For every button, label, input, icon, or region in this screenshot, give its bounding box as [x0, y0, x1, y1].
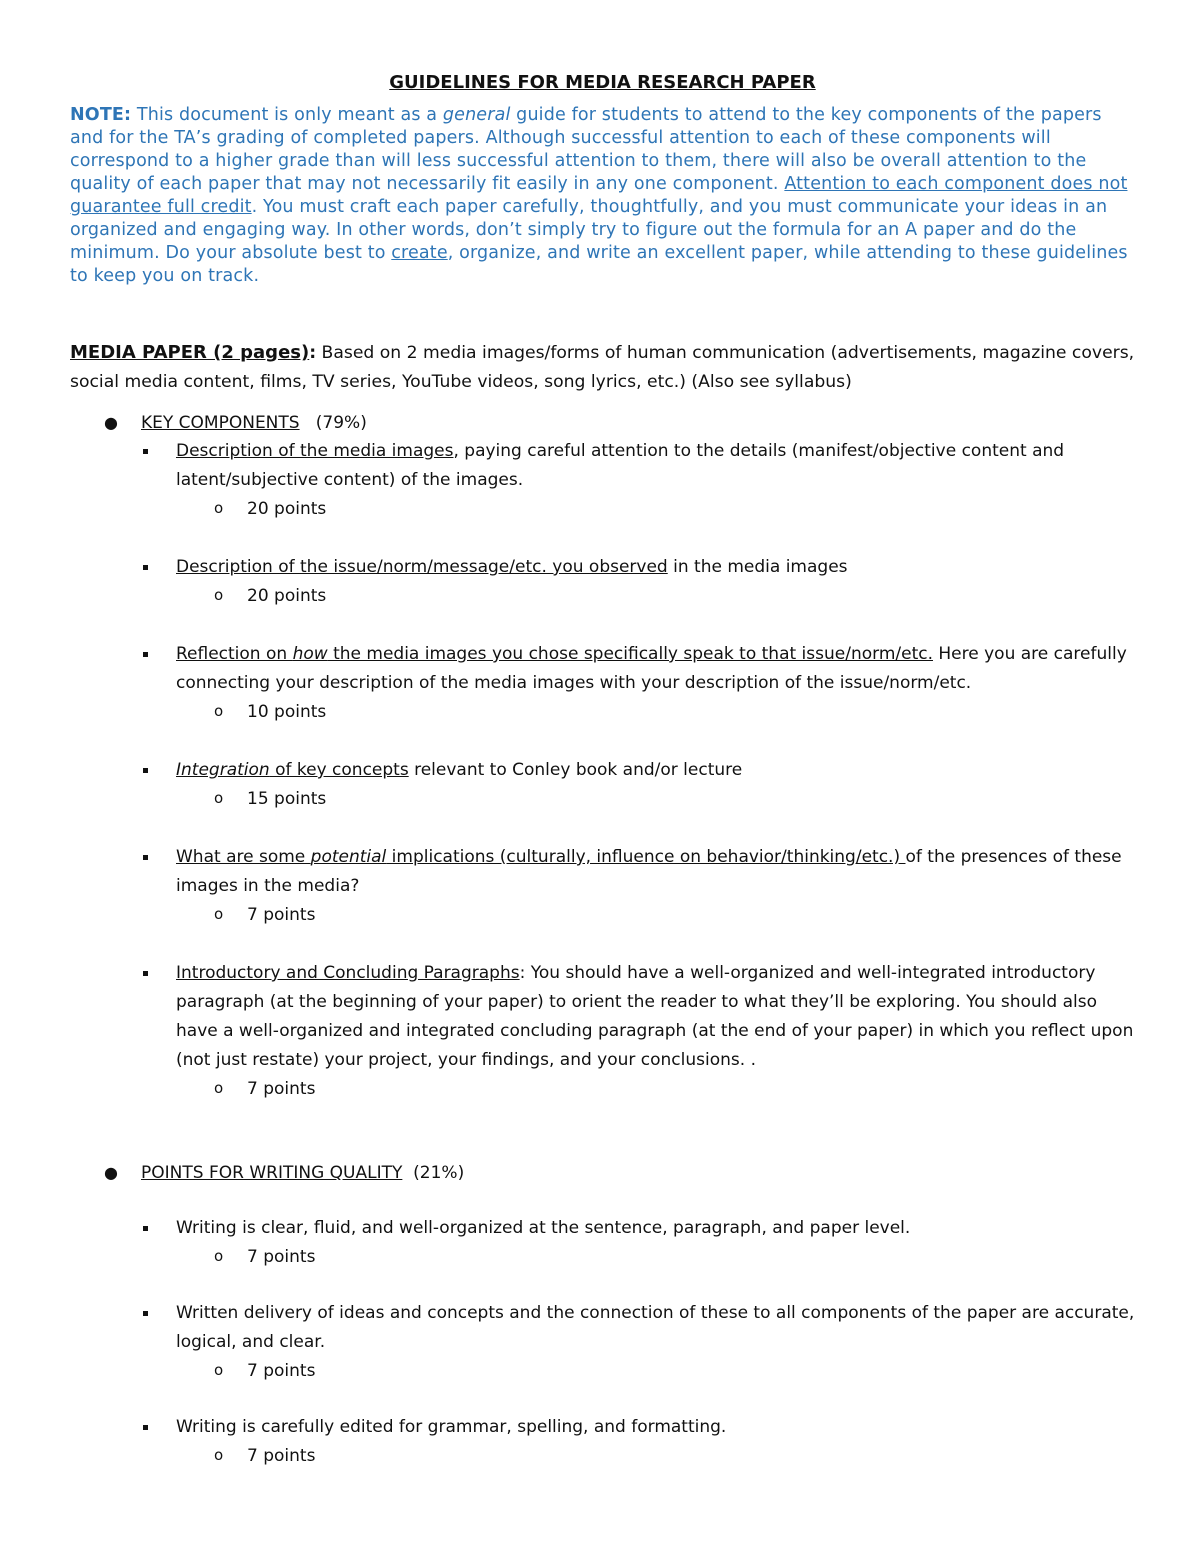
- item-text: Here you are carefully connecting your description of the media images with your description of the issue/norm/etc.: [176, 644, 1127, 693]
- square-bullet-icon: [143, 1311, 148, 1316]
- list-item: [70, 640, 1135, 698]
- list-item: [70, 553, 1135, 582]
- points-value: 7 points: [247, 1361, 316, 1381]
- points-value: 7 points: [247, 905, 316, 925]
- circle-bullet-icon: o: [214, 499, 224, 517]
- item-underlined-text: Introductory and Concluding Paragraphs: [176, 963, 520, 983]
- list-item: [70, 1214, 1135, 1243]
- item-underlined-text: Description of the issue/norm/message/etc. you observed: [176, 557, 668, 577]
- points-value: 10 points: [247, 702, 327, 722]
- points-item: [70, 785, 1135, 814]
- media-paper-text: Based on 2 media images/forms of human communication (advertisements, magazine covers, social media content, films, TV series, YouTube videos, song lyrics, etc.) (Also see syllabus): [70, 343, 1135, 392]
- circle-bullet-icon: o: [214, 702, 224, 720]
- square-bullet-icon: [143, 1425, 148, 1430]
- points-value: 7 points: [247, 1079, 316, 1099]
- note-text-guarantee: Attention to each component does not guarantee full credit: [70, 174, 1128, 217]
- note-text-general: general: [442, 105, 511, 125]
- item-underlined-text: Description of the media images: [176, 441, 454, 461]
- points-value: 7 points: [247, 1247, 316, 1267]
- points-value: 20 points: [247, 499, 327, 519]
- item-text: Written delivery of ideas and concepts and the connection of these to all components of the paper are accurate, logical, and clear.: [176, 1303, 1135, 1352]
- document-page: [70, 70, 1135, 1471]
- points-item: [70, 1075, 1135, 1104]
- writing-quality-label: POINTS FOR WRITING QUALITY: [141, 1163, 403, 1183]
- square-bullet-icon: [143, 1226, 148, 1231]
- square-bullet-icon: [143, 565, 148, 570]
- item-underlined-text: implications (culturally, influence on behavior/thinking/etc.): [386, 847, 906, 867]
- square-bullet-icon: [143, 449, 148, 454]
- item-text: , paying careful attention to the details (manifest/objective content and latent/subjective content) of the images.: [176, 441, 1065, 490]
- circle-bullet-icon: o: [214, 586, 224, 604]
- document-title: GUIDELINES FOR MEDIA RESEARCH PAPER: [389, 72, 816, 93]
- square-bullet-icon: [143, 652, 148, 657]
- points-item: [70, 1243, 1135, 1272]
- list-item: [70, 1413, 1135, 1442]
- points-value: 7 points: [247, 1446, 316, 1466]
- circle-bullet-icon: o: [214, 1361, 224, 1379]
- key-components-label: KEY COMPONENTS: [141, 413, 300, 433]
- note-paragraph: [70, 104, 1135, 288]
- item-italic-text: Integration: [176, 760, 270, 780]
- points-item: [70, 495, 1135, 524]
- points-value: 20 points: [247, 586, 327, 606]
- key-components-heading: [70, 409, 1135, 437]
- list-item: [70, 843, 1135, 901]
- item-italic-text: how: [292, 644, 328, 664]
- media-paper-intro: [70, 338, 1135, 397]
- media-paper-colon: :: [309, 343, 317, 363]
- note-text-2: guide for students to attend to the key components of the papers and for the TA’s grading of completed papers. Although successful attention to each of these components will correspond to a higher grade than will less successful attention to them, there will also be overall attention to the quality of each paper that may not necessarily fit easily in any one component.: [70, 105, 1102, 194]
- writing-quality-percent: (21%): [413, 1163, 465, 1183]
- list-item: [70, 959, 1135, 1075]
- item-text: in the media images: [667, 557, 848, 577]
- item-text: Writing is clear, fluid, and well-organized at the sentence, paragraph, and paper level.: [176, 1218, 911, 1238]
- writing-quality-heading: [70, 1159, 1135, 1187]
- note-text-1: This document is only meant as a: [131, 105, 443, 125]
- item-underlined-text: of key concepts: [269, 760, 409, 780]
- circle-bullet-icon: o: [214, 905, 224, 923]
- item-underlined-text: What are some: [176, 847, 311, 867]
- item-underlined-text: the media images you chose specifically speak to that issue/norm/etc.: [327, 644, 933, 664]
- points-item: [70, 698, 1135, 727]
- item-text: Writing is carefully edited for grammar, spelling, and formatting.: [176, 1417, 727, 1437]
- media-paper-label: MEDIA PAPER (2 pages): [70, 342, 310, 363]
- circle-bullet-icon: o: [214, 789, 224, 807]
- points-item: [70, 1357, 1135, 1386]
- list-item: [70, 1299, 1135, 1357]
- item-underlined-text: Reflection on: [176, 644, 293, 664]
- item-italic-text: potential: [310, 847, 387, 867]
- note-text-3: . You must craft each paper carefully, thoughtfully, and you must communicate your ideas in an organized and engaging way. In other words, don’t simply try to figure out the formula for an A paper and do the minimum. Do your absolute best to: [70, 197, 1108, 263]
- note-text-4: , organize, and write an excellent paper, while attending to these guidelines to keep you on track.: [70, 243, 1128, 286]
- list-item: [70, 756, 1135, 785]
- bullet-icon: ●: [104, 413, 118, 432]
- points-item: [70, 1442, 1135, 1471]
- points-item: [70, 901, 1135, 930]
- key-components-percent: (79%): [315, 413, 367, 433]
- circle-bullet-icon: o: [214, 1247, 224, 1265]
- item-text: of the presences of these images in the media?: [176, 847, 1122, 896]
- list-item: [70, 437, 1135, 495]
- note-text-create: create: [391, 243, 448, 263]
- note-label: NOTE:: [70, 105, 132, 125]
- item-text: : You should have a well-organized and well-integrated introductory paragraph (at the beginning of your paper) to orient the reader to what they’ll be exploring. You should also have a well-organized and integrated concluding paragraph (at the end of your paper) in which you reflect upon (not just restate) your project, your findings, and your conclusions. .: [176, 963, 1134, 1070]
- bullet-icon: ●: [104, 1163, 118, 1182]
- points-value: 15 points: [247, 789, 327, 809]
- square-bullet-icon: [143, 768, 148, 773]
- circle-bullet-icon: o: [214, 1079, 224, 1097]
- points-item: [70, 582, 1135, 611]
- square-bullet-icon: [143, 855, 148, 860]
- item-text: relevant to Conley book and/or lecture: [408, 760, 743, 780]
- circle-bullet-icon: o: [214, 1446, 224, 1464]
- square-bullet-icon: [143, 971, 148, 976]
